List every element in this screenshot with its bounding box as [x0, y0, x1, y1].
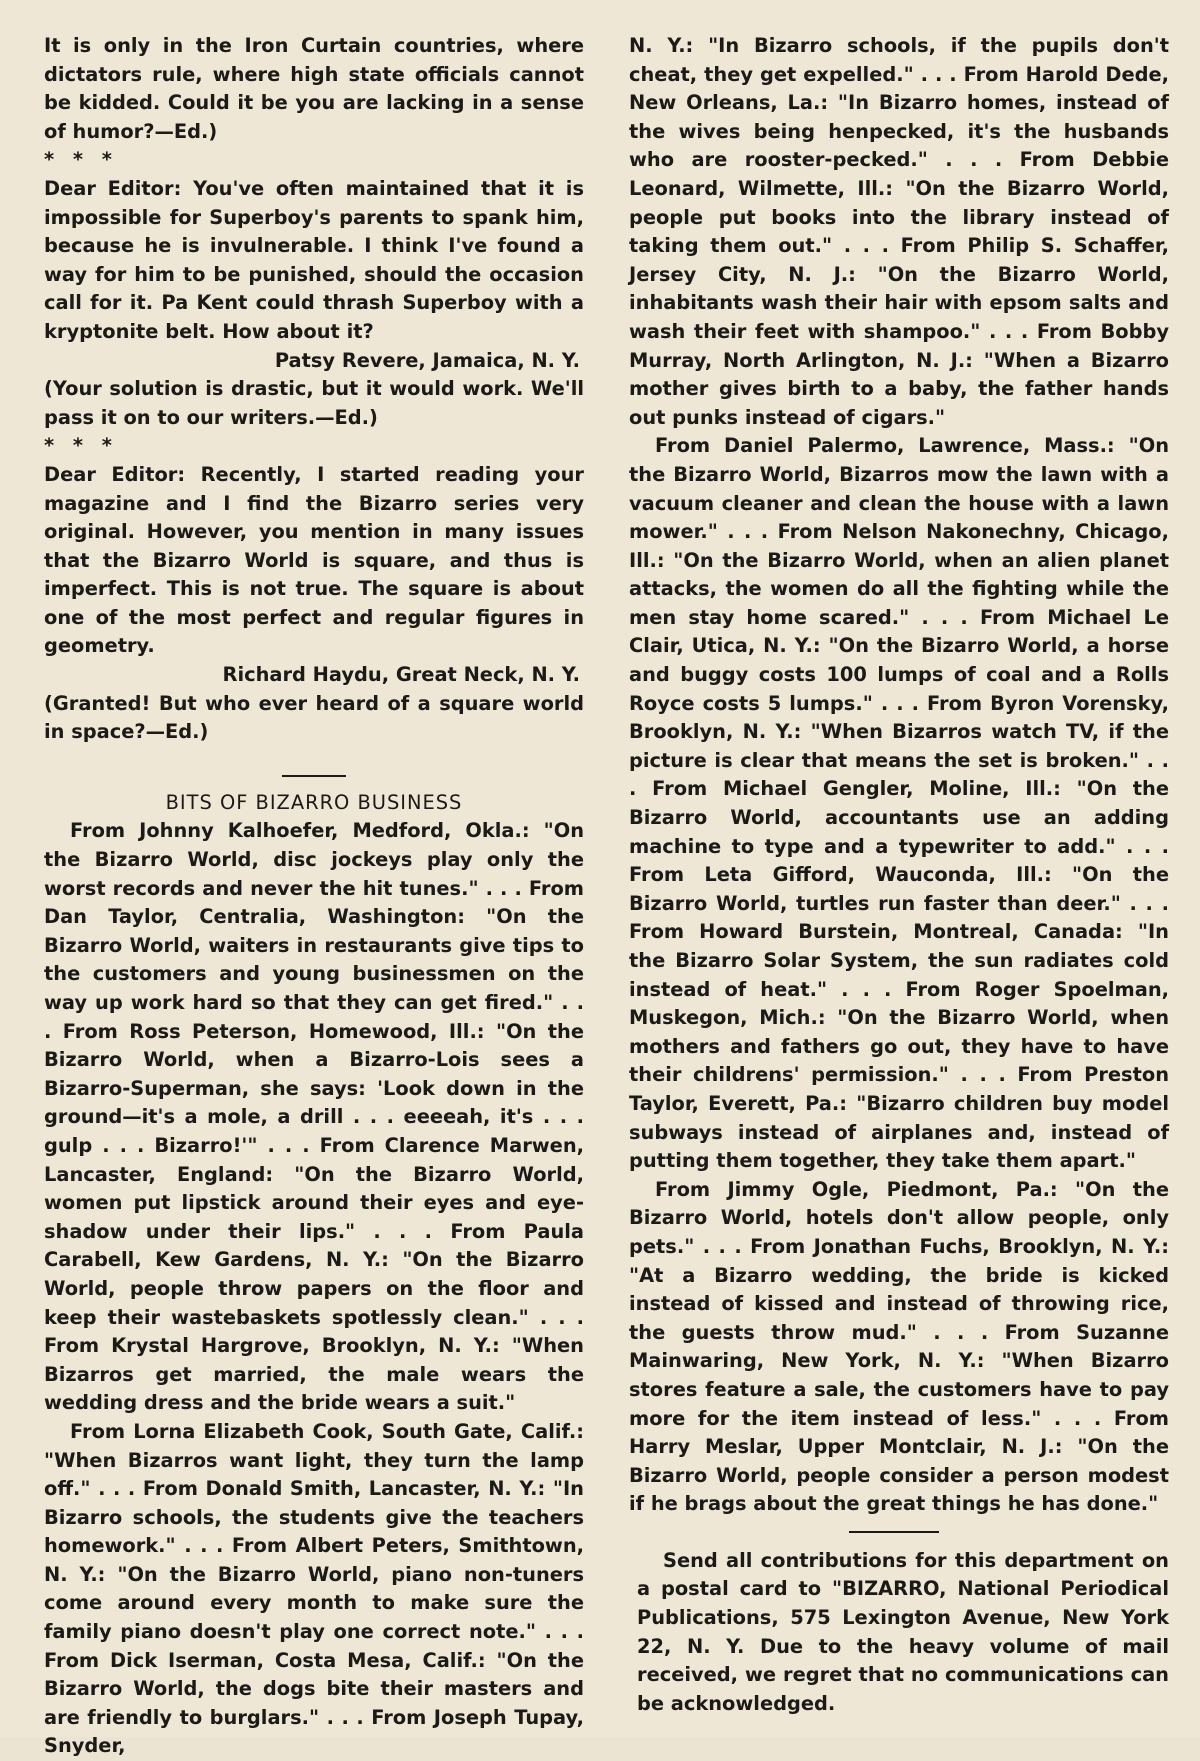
bizarro-bits-paragraph: N. Y.: "In Bizarro schools, if the pupils don't cheat, they get expelled." . . . From Harold Dede, New Orleans, La.: "In Bizarro homes, instead of the wives being henpecked, it's the husbands who are rooster-pecked." . . . From Debbie Leonard, Wilmette, Ill.: "On the Bizarro World, people put books into the library instead of taking them out." . . . From Philip S. Schaffer, Jersey City, N. J.: "On the Bizarro World, inhabitants wash their hair with epsom salts and wash their feet with shampoo." . . . From Bobby Murray, North Arlington, N. J.: "When a Bizarro mother gives birth to a baby, the father hands out punks instead of cigars." — [629, 34, 1169, 429]
section-divider — [282, 775, 346, 777]
left-column — [44, 32, 584, 1761]
letter-richard-haydu: Dear Editor: Recently, I started reading your magazine and I find the Bizarro series very original. However, you mention in many issues that the Bizarro World is square, and thus is imperfect. This is not true. The square is about one of the most perfect and regular figures in geometry. — [44, 462, 584, 658]
section-title: BITS OF BIZARRO BUSINESS — [165, 790, 463, 814]
bizarro-bits-paragraph: From Johnny Kalhoefer, Medford, Okla.: "On the Bizarro World, disc jockeys play only the worst records and never the hit tunes." . . . From Dan Taylor, Centralia, Washington: "On the Bizarro World, waiters in restaurants give tips to the customers and young businessmen on the way up work hard so that they can get fired." . . . From Ross Peterson, Homewood, Ill.: "On the Bizarro World, when a Bizarro-Lois sees a Bizarro-Superman, she says: 'Look down in the ground—it's a mole, a drill . . . eeeeah, it's . . . gulp . . . Bizarro!'" . . . From Clarence Marwen, Lancaster, England: "On the Bizarro World, women put lipstick around their eyes and eye-shadow under their lips." . . . From Paula Carabell, Kew Gardens, N. Y.: "On the Bizarro World, people throw papers on the floor and keep their wastebaskets spotlessly clean." . . . From Krystal Hargrove, Brooklyn, N. Y.: "When Bizarros get married, the male wears the wedding dress and the bride wears a suit." — [44, 819, 584, 1415]
bizarro-bits-paragraph: From Lorna Elizabeth Cook, South Gate, Calif.: "When Bizarros want light, they turn the lamp off." . . . From Donald Smith, Lancaster, N. Y.: "In Bizarro schools, the students give the teachers homework." . . . From Albert Peters, Smithtown, N. Y.: "On the Bizarro World, piano non-tuners come around every month to make sure the family piano doesn't play one correct note." . . . From Dick Iserman, Costa Mesa, Calif.: "On the Bizarro World, the dogs bite their masters and are friendly to burglars." . . . From Joseph Tupay, Snyder, — [44, 1419, 584, 1758]
section-divider — [849, 1531, 939, 1533]
bizarro-bits-paragraph: From Jimmy Ogle, Piedmont, Pa.: "On the Bizarro World, hotels don't allow people, only pets." . . . From Jonathan Fuchs, Brooklyn, N. Y.: "At a Bizarro wedding, the bride is kicked instead of kissed and instead of throwing rice, the guests throw mud." . . . From Suzanne Mainwaring, New York, N. Y.: "When Bizarro stores feature a sale, the customers have to pay more for the item instead of less." . . . From Harry Meslar, Upper Montclair, N. J.: "On the Bizarro World, people consider a person modest if he brags about the great things he has done." — [629, 1177, 1169, 1516]
contribution-instructions: Send all contributions for this department on a postal card to "BIZARRO, National Periodical Publications, 575 Lexington Avenue, New York 22, N. Y. Due to the heavy volume of mail received, we regret that no communications can be acknowledged. — [637, 1548, 1169, 1715]
signature-richard-haydu: Richard Haydu, Great Neck, N. Y. — [222, 663, 580, 687]
signature-patsy-revere: Patsy Revere, Jamaica, N. Y. — [274, 348, 580, 372]
letter-patsy-revere: Dear Editor: You've often maintained that it is impossible for Superboy's parents to spank him, because he is invulnerable. I think I've found a way for him to be punished, should the occasion call for it. Pa Kent could thrash Superboy with a kryptonite belt. How about it? — [44, 176, 584, 343]
separator-stars: * * * — [44, 148, 118, 172]
right-column — [629, 32, 1169, 1718]
bizarro-bits-paragraph: From Daniel Palermo, Lawrence, Mass.: "On the Bizarro World, Bizarros mow the lawn with a vacuum cleaner and clean the house with a lawn mower." . . . From Nelson Nakonechny, Chicago, Ill.: "On the Bizarro World, when an alien planet attacks, the women do all the fighting while the men stay home scared." . . . From Michael Le Clair, Utica, N. Y.: "On the Bizarro World, a horse and buggy costs 100 lumps of coal and a Rolls Royce costs 5 lumps." . . . From Byron Vorensky, Brooklyn, N. Y.: "When Bizarros watch TV, if the picture is clear that means the set is broken." . . . From Michael Gengler, Moline, Ill.: "On the Bizarro World, accountants use an adding machine to type and a typewriter to add." . . . From Leta Gifford, Wauconda, Ill.: "On the Bizarro World, turtles run faster than deer." . . . From Howard Burstein, Montreal, Canada: "In the Bizarro Solar System, the sun radiates cold instead of heat." . . . From Roger Spoelman, Muskegon, Mich.: "On the Bizarro World, when mothers and fathers go out, they have to have their childrens' permission." . . . From Preston Taylor, Everett, Pa.: "Bizarro children buy model subways instead of airplanes and, instead of putting them together, they take them apart." — [629, 434, 1169, 1173]
editor-reply-continued: It is only in the Iron Curtain countries, where dictators rule, where high state officials cannot be kidded. Could it be you are lacking in a sense of humor?—Ed.) — [44, 34, 584, 143]
editor-reply-richard: (Granted! But who ever heard of a square world in space?—Ed.) — [44, 691, 584, 744]
editor-reply-patsy: (Your solution is drastic, but it would work. We'll pass it on to our writers.—Ed.) — [44, 377, 584, 429]
separator-stars: * * * — [44, 434, 118, 458]
